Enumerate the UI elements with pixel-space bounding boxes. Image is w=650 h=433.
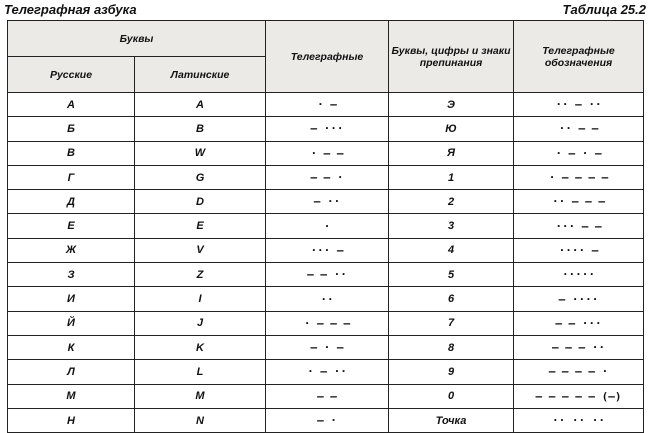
latin-letter: V <box>135 238 266 262</box>
latin-letter: A <box>135 93 266 117</box>
symbol-code: ···· – <box>514 238 644 262</box>
latin-letter: K <box>135 335 266 359</box>
symbol: 2 <box>389 190 514 214</box>
telegraph-code: ··· – <box>266 238 389 262</box>
symbol-code: · – – – – <box>514 165 644 189</box>
latin-letter: J <box>135 311 266 335</box>
symbol-code: – – ··· <box>514 311 644 335</box>
latin-letter: M <box>135 384 266 408</box>
symbol-code: ·· – ·· <box>514 93 644 117</box>
table-row <box>8 165 644 189</box>
russian-letter: В <box>8 141 135 165</box>
header-letters: Буквы <box>8 21 266 57</box>
table-row <box>8 287 644 311</box>
latin-letter: Z <box>135 263 266 287</box>
latin-letter: G <box>135 165 266 189</box>
header-russian: Русские <box>8 57 135 93</box>
telegraph-alphabet-table <box>7 20 644 433</box>
table-row <box>8 190 644 214</box>
symbol-code: – – – – – (–) <box>514 384 644 408</box>
telegraph-code: – · <box>266 408 389 432</box>
table-row <box>8 335 644 359</box>
table-row <box>8 384 644 408</box>
telegraph-code: – – ·· <box>266 263 389 287</box>
symbol: 8 <box>389 335 514 359</box>
header-telegraph: Телеграфные <box>266 21 389 93</box>
symbol: 3 <box>389 214 514 238</box>
caption-table-number: Таблица 25.2 <box>562 2 646 17</box>
table-row <box>8 141 644 165</box>
russian-letter: Г <box>8 165 135 189</box>
russian-letter: Н <box>8 408 135 432</box>
telegraph-code: – – · <box>266 165 389 189</box>
symbol-code: – – – ·· <box>514 335 644 359</box>
table-caption <box>4 2 646 20</box>
symbol-code: ····· <box>514 263 644 287</box>
symbol-code: ·· – – – <box>514 190 644 214</box>
table-row <box>8 263 644 287</box>
symbol-code: – – – – · <box>514 360 644 384</box>
latin-letter: D <box>135 190 266 214</box>
symbol-code: – ···· <box>514 287 644 311</box>
symbol-code: ·· – – <box>514 117 644 141</box>
telegraph-code: ·· <box>266 287 389 311</box>
symbol-code: · – · – <box>514 141 644 165</box>
russian-letter: Й <box>8 311 135 335</box>
russian-letter: И <box>8 287 135 311</box>
telegraph-code: · – – <box>266 141 389 165</box>
latin-letter: B <box>135 117 266 141</box>
russian-letter: А <box>8 93 135 117</box>
symbol: 1 <box>389 165 514 189</box>
header-telegraph-symbols: Телеграфные обозначения <box>514 21 644 93</box>
symbol: Точка <box>389 408 514 432</box>
table-row <box>8 93 644 117</box>
telegraph-code: – – <box>266 384 389 408</box>
symbol: 6 <box>389 287 514 311</box>
table-row <box>8 117 644 141</box>
symbol-code: ·· ·· ·· <box>514 408 644 432</box>
table-row <box>8 360 644 384</box>
symbol: 9 <box>389 360 514 384</box>
russian-letter: Б <box>8 117 135 141</box>
symbol: 0 <box>389 384 514 408</box>
symbol: 4 <box>389 238 514 262</box>
symbol-code: ··· – – <box>514 214 644 238</box>
symbol: 5 <box>389 263 514 287</box>
latin-letter: W <box>135 141 266 165</box>
symbol: Я <box>389 141 514 165</box>
table-row <box>8 311 644 335</box>
telegraph-code: – ·· <box>266 190 389 214</box>
russian-letter: М <box>8 384 135 408</box>
latin-letter: N <box>135 408 266 432</box>
latin-letter: E <box>135 214 266 238</box>
telegraph-code: · – <box>266 93 389 117</box>
table-row <box>8 238 644 262</box>
latin-letter: I <box>135 287 266 311</box>
header-letters-digits: Буквы, цифры и знаки препинания <box>389 21 514 93</box>
russian-letter: Е <box>8 214 135 238</box>
russian-letter: З <box>8 263 135 287</box>
telegraph-code: – ··· <box>266 117 389 141</box>
telegraph-code: · – ·· <box>266 360 389 384</box>
caption-title: Телеграфная азбука <box>4 2 137 17</box>
russian-letter: К <box>8 335 135 359</box>
header-latin: Латинские <box>135 57 266 93</box>
russian-letter: Ж <box>8 238 135 262</box>
telegraph-code: · <box>266 214 389 238</box>
telegraph-code: – · – <box>266 335 389 359</box>
latin-letter: L <box>135 360 266 384</box>
symbol: Ю <box>389 117 514 141</box>
table-row <box>8 214 644 238</box>
russian-letter: Л <box>8 360 135 384</box>
russian-letter: Д <box>8 190 135 214</box>
telegraph-code: · – – – <box>266 311 389 335</box>
table-row <box>8 408 644 432</box>
symbol: 7 <box>389 311 514 335</box>
symbol: Э <box>389 93 514 117</box>
